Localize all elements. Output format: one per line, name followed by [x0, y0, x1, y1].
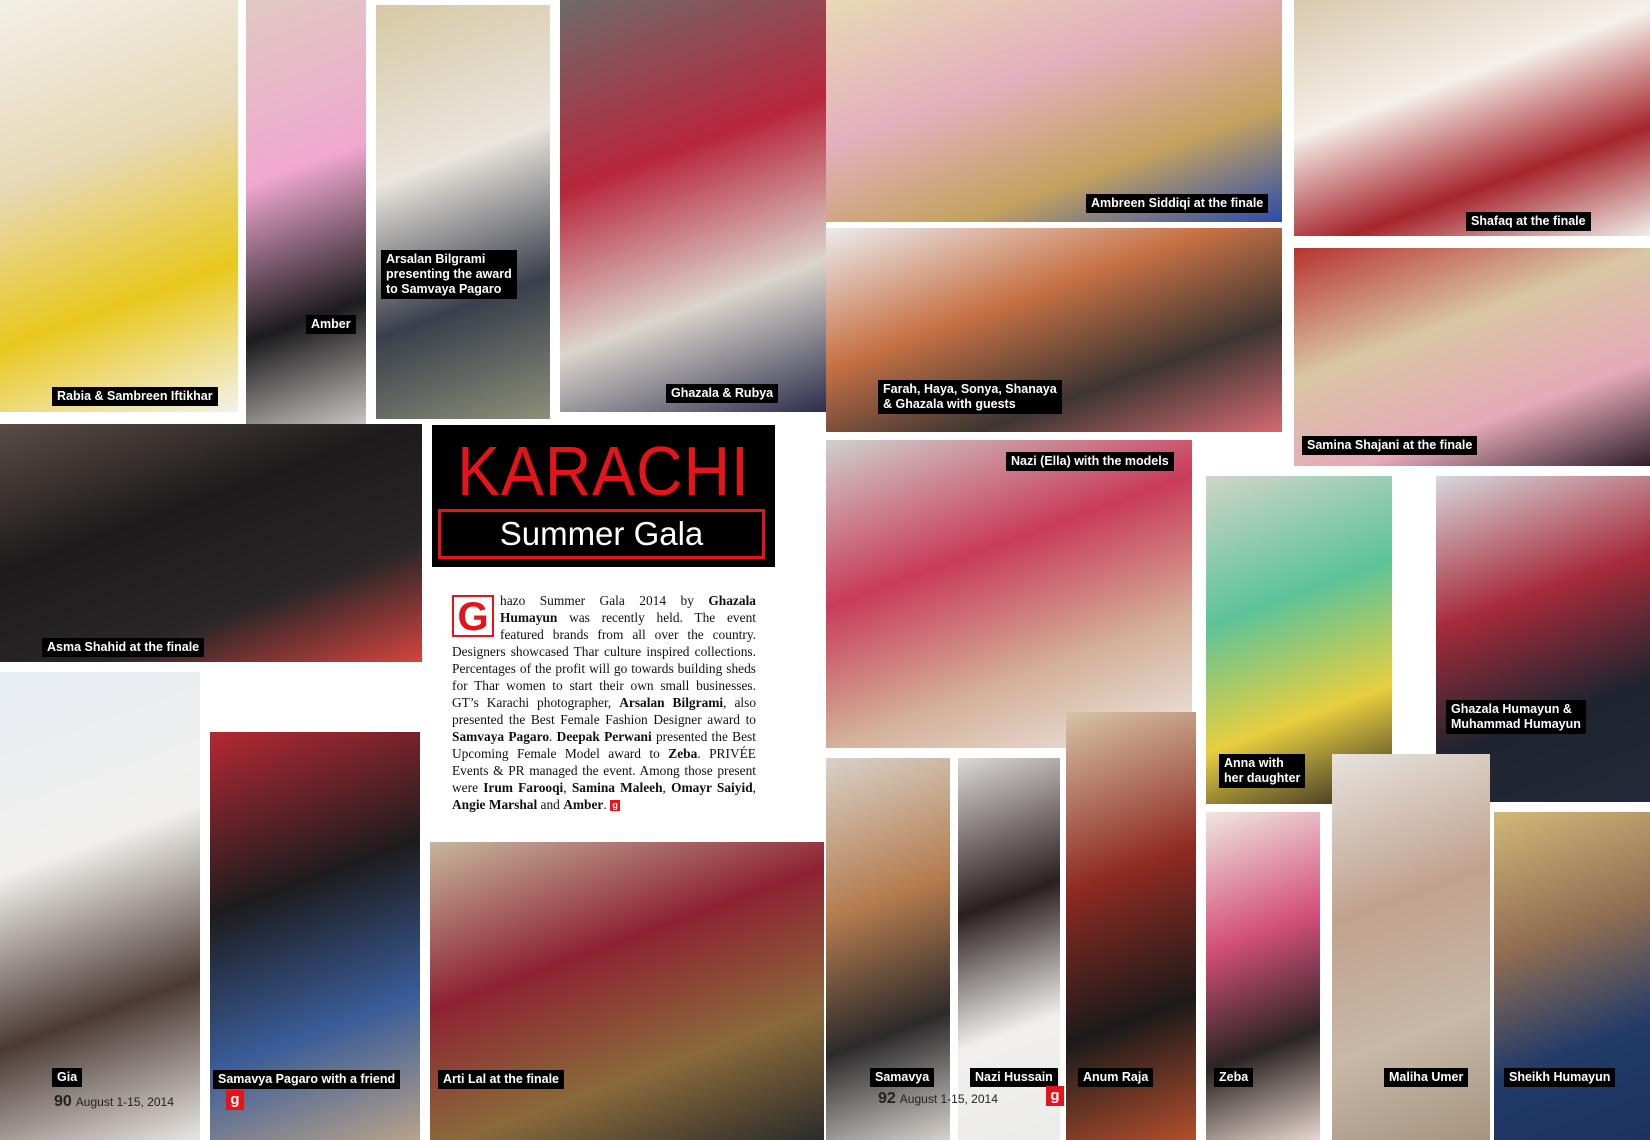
photo-caption: Ambreen Siddiqi at the finale — [1086, 194, 1268, 213]
article-run: hazo Summer Gala 2014 by — [500, 593, 709, 608]
end-mark-icon: g — [610, 800, 620, 811]
photo-caption: Farah, Haya, Sonya, Shanaya & Ghazala with guests — [878, 380, 1062, 414]
article-bold-name: Angie Marshal — [452, 797, 538, 812]
article-run: . — [603, 797, 611, 812]
article-bold-name: Deepak Perwani — [556, 729, 652, 744]
article-run: , also presented the Best Female Fashion Designer award to — [452, 695, 757, 727]
photo-caption: Anum Raja — [1078, 1068, 1153, 1087]
issue-date: August 1-15, 2014 — [75, 1095, 174, 1109]
photo-caption: Nazi Hussain — [970, 1068, 1058, 1087]
photo-ghazala-rubya — [560, 0, 826, 412]
photo-zeba — [1206, 812, 1320, 1140]
photo-samavya — [826, 758, 950, 1140]
photo-caption: Ghazala & Rubya — [666, 384, 778, 403]
article-bold-name: Amber — [563, 797, 604, 812]
article-run: . PRIVÉE Events & PR managed the event. Among those present were — [452, 746, 756, 795]
photo-shafaq — [1294, 0, 1650, 236]
photo-asma — [0, 424, 422, 662]
photo-rabia-sambreen — [0, 0, 238, 412]
article-bold-name: Omayr Saiyid — [671, 780, 753, 795]
photo-nazi-hussain — [958, 758, 1060, 1140]
article-bold-name: Zeba — [668, 746, 698, 761]
photo-ambreen — [826, 0, 1282, 222]
photo-maliha-umer — [1332, 754, 1490, 1140]
photo-arsalan — [376, 5, 550, 419]
article-run: , — [662, 780, 672, 795]
photo-caption: Maliha Umer — [1384, 1068, 1468, 1087]
folio-left — [54, 1093, 174, 1111]
g-logo-icon: g — [1046, 1086, 1064, 1106]
photo-caption: Ghazala Humayun & Muhammad Humayun — [1446, 700, 1586, 734]
photo-caption: Rabia & Sambreen Iftikhar — [52, 387, 218, 406]
article-bold-name: Samina Maleeh — [571, 780, 663, 795]
photo-farah-group — [826, 228, 1282, 432]
article-run: was recently held. The event featured brands from all over the country. Designers showcased Thar culture inspired collections. Percentages of the profit will go towards building sheds for Thar women to start their own small businesses. GT’s Karachi photographer, — [452, 610, 756, 710]
article-run: and — [537, 797, 564, 812]
headline-block — [432, 425, 775, 567]
photo-arti-lal — [430, 842, 824, 1140]
photo-caption: Zeba — [1214, 1068, 1253, 1087]
photo-caption: Samina Shajani at the finale — [1302, 436, 1477, 455]
photo-samavya-friend — [210, 732, 420, 1140]
photo-caption: Arti Lal at the finale — [438, 1070, 564, 1089]
headline-subtitle: Summer Gala — [438, 509, 765, 559]
drop-cap: G — [452, 595, 494, 637]
article-run: , — [563, 780, 572, 795]
photo-caption: Gia — [52, 1068, 82, 1087]
headline-title: KARACHI — [457, 432, 750, 510]
article-run: presented the Best Upcoming Female Model award to — [452, 729, 756, 761]
photo-caption: Shafaq at the finale — [1466, 212, 1591, 231]
article-text — [452, 593, 756, 812]
g-logo-icon: g — [226, 1090, 244, 1110]
photo-caption: Samavya — [870, 1068, 934, 1087]
photo-anum-raja — [1066, 712, 1196, 1140]
article-bold-name: Irum Farooqi — [483, 780, 564, 795]
photo-caption: Samavya Pagaro with a friend — [213, 1070, 400, 1089]
article-run: , — [752, 780, 756, 795]
article-bold-name: Samvaya Pagaro — [452, 729, 550, 744]
article-bold-name: Arsalan Bilgrami — [619, 695, 724, 710]
photo-sheikh-humayun — [1494, 812, 1650, 1140]
page-number: 90 — [54, 1093, 72, 1110]
article-bold-name: Ghazala Humayun — [500, 593, 756, 625]
photo-gia — [0, 672, 200, 1140]
photo-caption: Asma Shahid at the finale — [42, 638, 204, 657]
photo-samina — [1294, 248, 1650, 466]
photo-caption: Nazi (Ella) with the models — [1006, 452, 1174, 471]
photo-caption: Amber — [306, 315, 356, 334]
photo-amber — [246, 0, 366, 446]
photo-caption: Arsalan Bilgrami presenting the award to Samvaya Pagaro — [381, 250, 517, 299]
article-run: . — [549, 729, 557, 744]
page-number: 92 — [878, 1090, 896, 1107]
folio-right — [878, 1090, 998, 1108]
article-body — [452, 592, 756, 813]
photo-nazi-ella — [826, 440, 1192, 748]
photo-caption: Sheikh Humayun — [1504, 1068, 1615, 1087]
issue-date: August 1-15, 2014 — [899, 1092, 998, 1106]
photo-caption: Anna with her daughter — [1219, 754, 1305, 788]
